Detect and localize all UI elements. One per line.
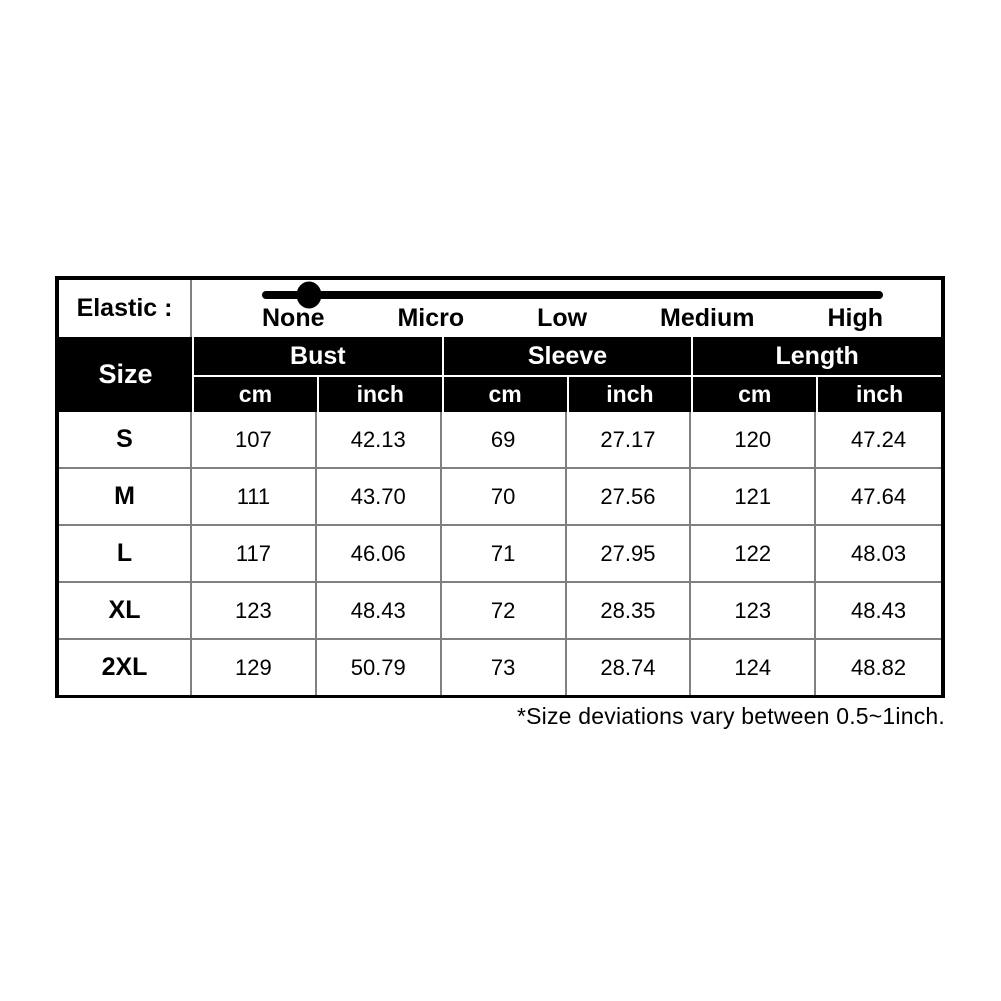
bust-inch-value: 43.70 bbox=[317, 469, 442, 524]
elastic-level-micro: Micro bbox=[397, 304, 465, 332]
unit-header-sleeve-cm: cm bbox=[442, 375, 567, 412]
bust-inch-value: 50.79 bbox=[317, 640, 442, 695]
column-header-bust: Bust bbox=[192, 337, 442, 375]
column-header-size: Size bbox=[98, 359, 153, 389]
sleeve-inch-value: 28.74 bbox=[567, 640, 692, 695]
length-inch-value: 48.43 bbox=[851, 597, 907, 623]
length-cm-value: 123 bbox=[691, 583, 816, 638]
unit-header-bust-inch: inch bbox=[317, 375, 442, 412]
bust-inch-value: 48.43 bbox=[317, 583, 442, 638]
column-header-sleeve: Sleeve bbox=[442, 337, 692, 375]
elastic-label: Elastic : bbox=[59, 280, 192, 337]
elastic-row bbox=[59, 280, 941, 337]
bust-cm-value: 117 bbox=[192, 526, 317, 581]
length-inch-value: 47.64 bbox=[851, 483, 907, 509]
table-row-l bbox=[59, 526, 941, 583]
size-label: XL bbox=[59, 583, 192, 638]
sleeve-cm-value: 69 bbox=[442, 412, 567, 467]
size-label: S bbox=[59, 412, 192, 467]
sleeve-inch-value: 28.35 bbox=[567, 583, 692, 638]
bust-cm-value: 107 bbox=[192, 412, 317, 467]
elastic-slider bbox=[192, 280, 941, 337]
bust-cm-value: 111 bbox=[192, 469, 317, 524]
sleeve-cm-value: 70 bbox=[442, 469, 567, 524]
elastic-level-low: Low bbox=[537, 304, 588, 332]
sleeve-cm-value: 73 bbox=[442, 640, 567, 695]
table-body bbox=[59, 412, 941, 695]
bust-inch-value: 46.06 bbox=[317, 526, 442, 581]
length-inch-value: 47.24 bbox=[851, 426, 907, 452]
column-header-length: Length bbox=[691, 337, 941, 375]
size-label: 2XL bbox=[59, 640, 192, 695]
bust-cm-value: 123 bbox=[192, 583, 317, 638]
sleeve-cm-value: 72 bbox=[442, 583, 567, 638]
elastic-level-none: None bbox=[262, 304, 325, 332]
size-label: M bbox=[59, 469, 192, 524]
length-cm-value: 121 bbox=[691, 469, 816, 524]
size-deviation-note: *Size deviations vary between 0.5~1inch. bbox=[516, 703, 945, 729]
table-header bbox=[59, 337, 941, 412]
elastic-level-high: High bbox=[827, 304, 883, 332]
unit-header-bust-cm: cm bbox=[192, 375, 317, 412]
table-row-2xl bbox=[59, 640, 941, 695]
sleeve-inch-value: 27.56 bbox=[567, 469, 692, 524]
length-inch-value: 48.82 bbox=[851, 654, 907, 680]
bust-inch-value: 42.13 bbox=[317, 412, 442, 467]
size-label: L bbox=[59, 526, 192, 581]
length-cm-value: 122 bbox=[691, 526, 816, 581]
size-chart-table bbox=[55, 276, 945, 698]
sleeve-inch-value: 27.17 bbox=[567, 412, 692, 467]
table-row-s bbox=[59, 412, 941, 469]
elastic-scale-labels bbox=[262, 303, 883, 333]
length-cm-value: 124 bbox=[691, 640, 816, 695]
elastic-level-medium: Medium bbox=[660, 304, 755, 332]
unit-header-length-cm: cm bbox=[691, 375, 816, 412]
bust-cm-value: 129 bbox=[192, 640, 317, 695]
unit-header-length-inch: inch bbox=[816, 375, 941, 412]
table-row-xl bbox=[59, 583, 941, 640]
elastic-slider-track bbox=[262, 291, 883, 299]
sleeve-cm-value: 71 bbox=[442, 526, 567, 581]
sleeve-inch-value: 27.95 bbox=[567, 526, 692, 581]
length-inch-value: 48.03 bbox=[851, 540, 907, 566]
table-row-m bbox=[59, 469, 941, 526]
length-cm-value: 120 bbox=[691, 412, 816, 467]
unit-header-sleeve-inch: inch bbox=[567, 375, 692, 412]
